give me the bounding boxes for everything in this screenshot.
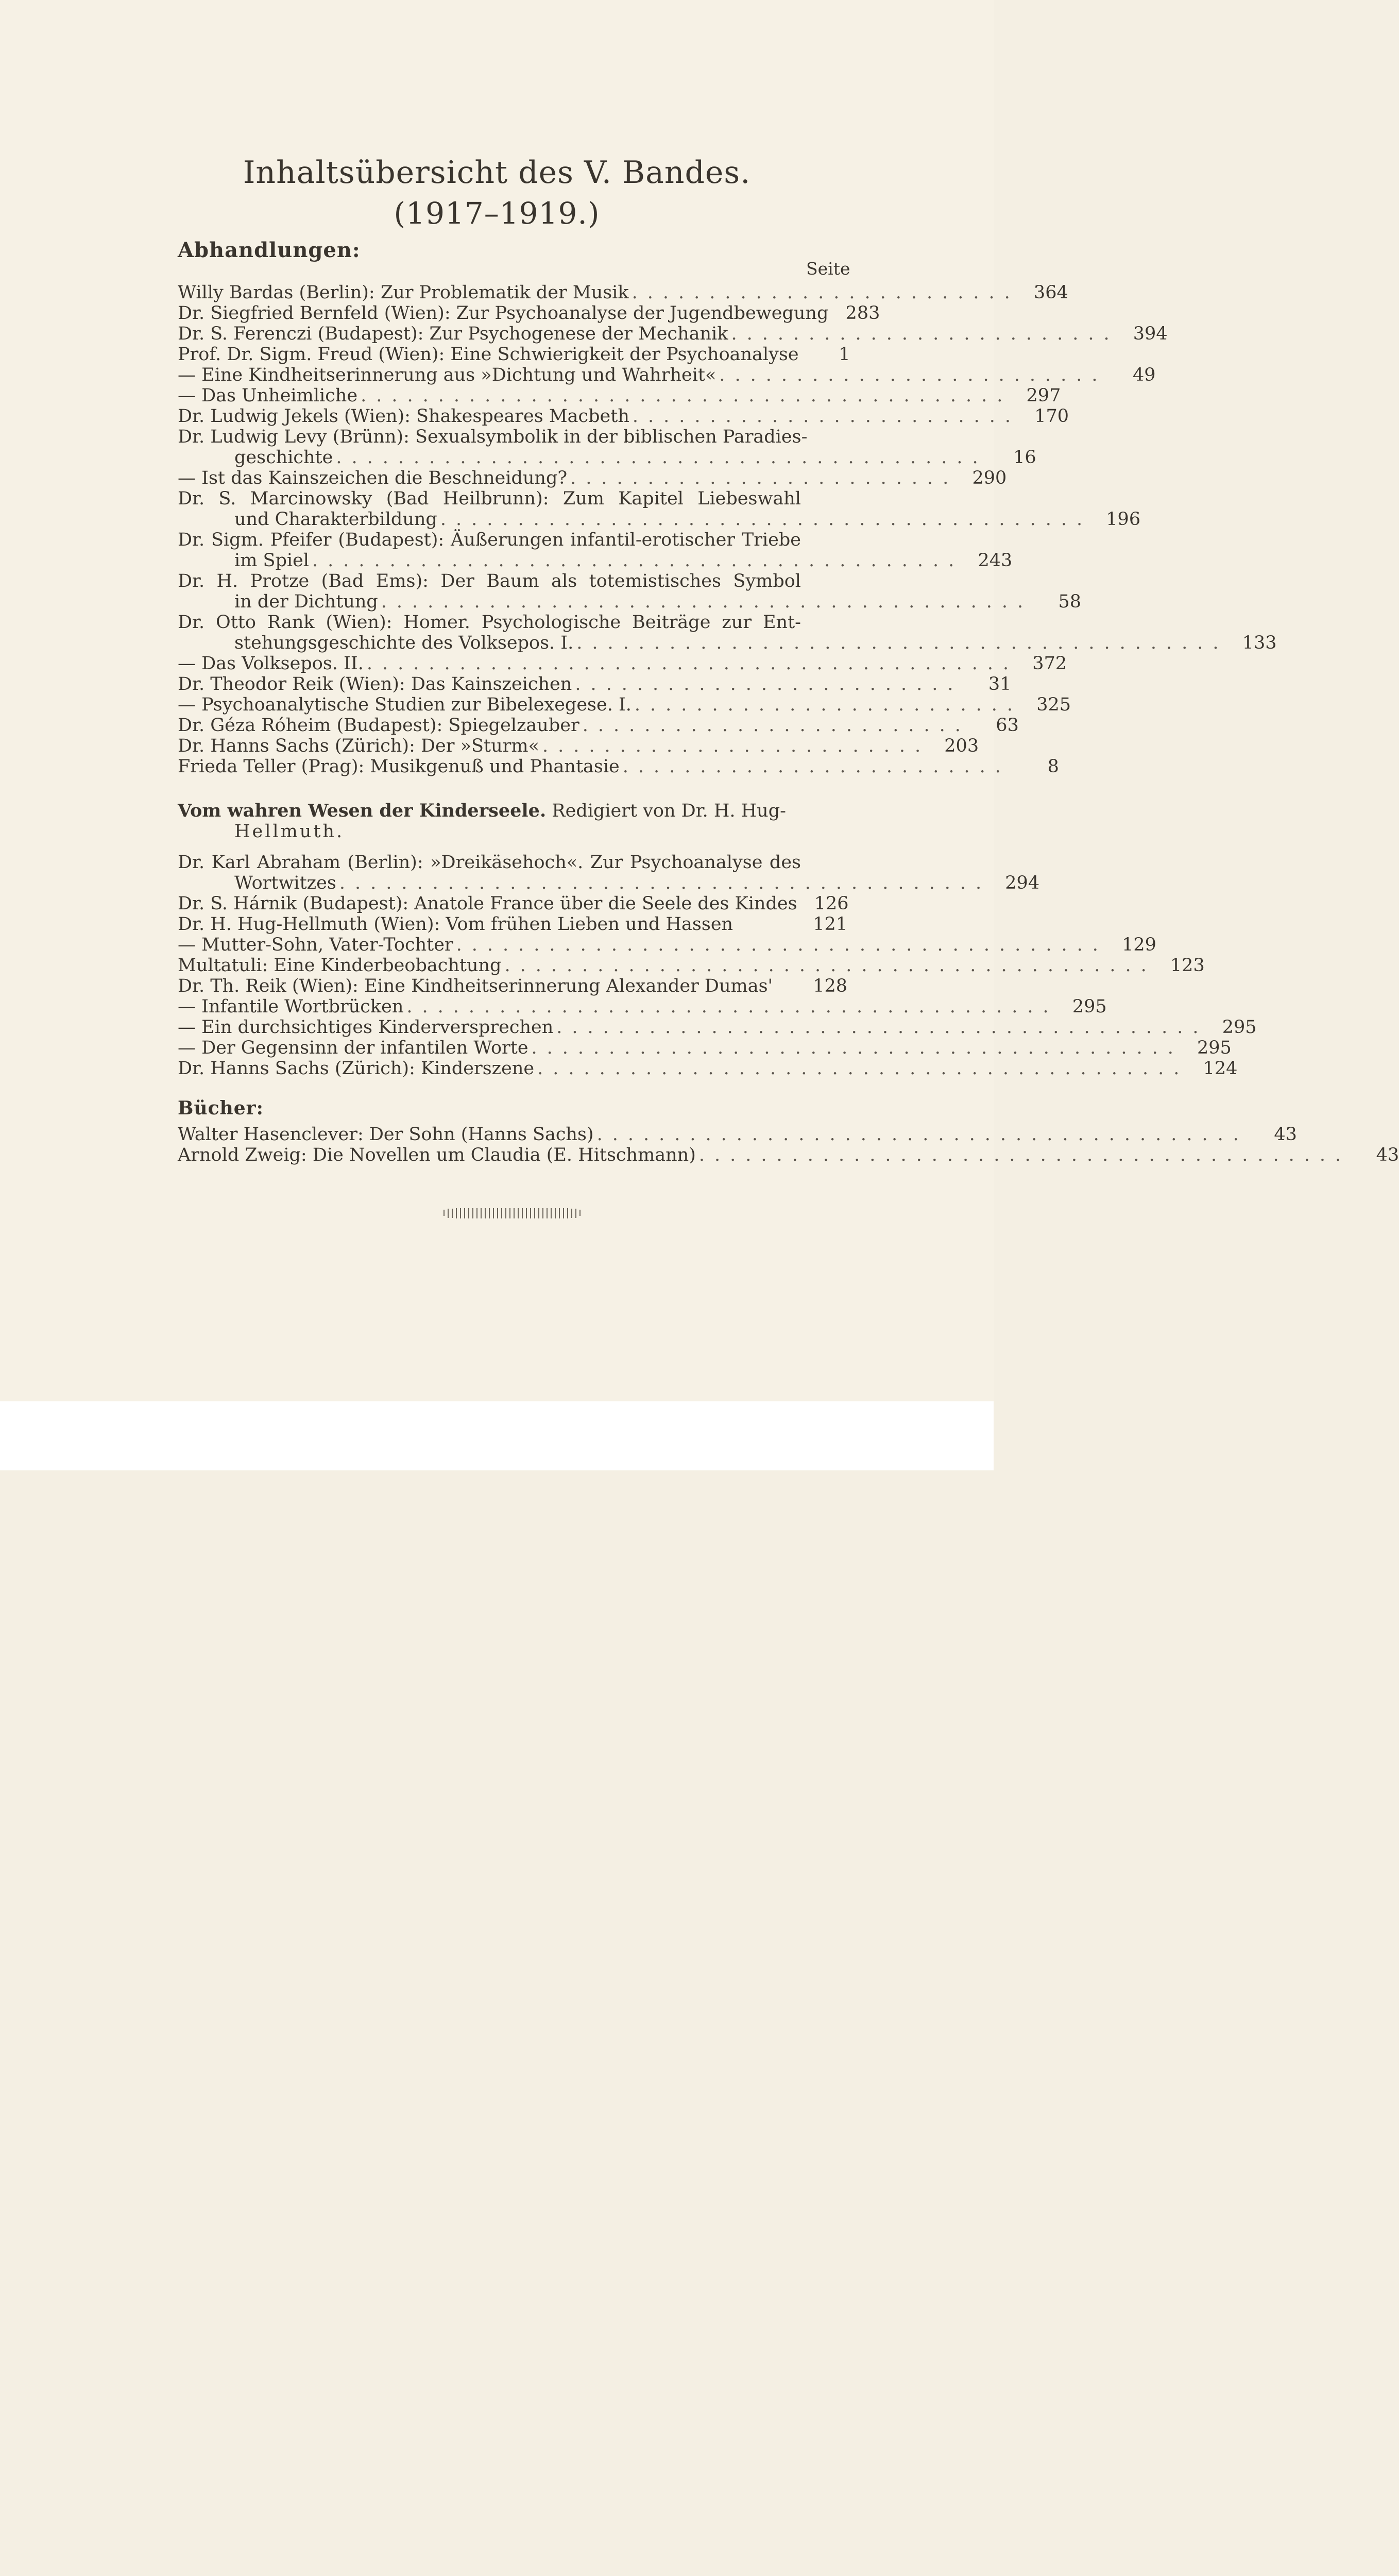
toc-list-kinderseele bbox=[178, 852, 1257, 1079]
toc-entry: — Ist das Kainszeichen die Beschneidung? ......................... 290 bbox=[178, 468, 1007, 488]
kinderseele-editor-cont: Hellmuth. bbox=[234, 821, 345, 842]
toc-entry: Dr. S. Marcinowsky (Bad Heilbrunn): Zum Kapitel Liebeswahl bbox=[178, 488, 801, 509]
toc-entry: Dr. Theodor Reik (Wien): Das Kainszeichen ......................... 31 bbox=[178, 674, 1012, 694]
toc-list-abhandlungen bbox=[178, 282, 1277, 777]
toc-entry: Dr. Karl Abraham (Berlin): »Dreikäsehoch«. Zur Psychoanalyse des bbox=[178, 852, 801, 873]
toc-entry: Prof. Dr. Sigm. Freud (Wien): Eine Schwierigkeit der Psychoanalyse 1 bbox=[178, 344, 850, 365]
toc-entry: Dr. H. Protze (Bad Ems): Der Baum als totemistisches Symbol bbox=[178, 571, 801, 591]
kinderseele-editor: Redigiert von Dr. H. Hug- bbox=[546, 801, 786, 821]
toc-entry: Dr. Géza Róheim (Budapest): Spiegelzauber ......................... 63 bbox=[178, 715, 1019, 736]
toc-entry: — Infantile Wortbrücken .......................................... 295 bbox=[178, 996, 1107, 1017]
toc-entry: Dr. S. Hárnik (Budapest): Anatole France über die Seele des Kindes 126 bbox=[178, 893, 849, 914]
toc-entry: Walter Hasenclever: Der Sohn (Hanns Sachs) .......................................... 43 bbox=[178, 1124, 1297, 1145]
toc-entry-continuation: im Spiel .......................................... 243 bbox=[234, 550, 1013, 571]
toc-list-buecher bbox=[178, 1124, 1399, 1165]
printer-ornament-icon bbox=[442, 1206, 582, 1221]
toc-entry: Frieda Teller (Prag): Musikgenuß und Phantasie ......................... 8 bbox=[178, 756, 1059, 777]
toc-entry-continuation: und Charakterbildung .......................................... 196 bbox=[234, 509, 1141, 530]
page-title: Inhaltsübersicht des V. Bandes. bbox=[243, 155, 751, 191]
toc-entry: Dr. Otto Rank (Wien): Homer. Psychologische Beiträge zur Ent- bbox=[178, 612, 801, 633]
toc-entry: Dr. Sigm. Pfeifer (Budapest): Äußerungen infantil-erotischer Triebe bbox=[178, 530, 801, 550]
toc-entry: — Das Volksepos. II. .......................................... 372 bbox=[178, 653, 1067, 674]
toc-entry: Arnold Zweig: Die Novellen um Claudia (E. Hitschmann) .......................................... 43 bbox=[178, 1145, 1399, 1165]
toc-entry: Dr. Hanns Sachs (Zürich): Kinderszene .......................................... 124 bbox=[178, 1058, 1238, 1079]
volume-years: (1917–1919.) bbox=[394, 196, 600, 231]
toc-entry-continuation: stehungsgeschichte des Volksepos. I. .......................................... 133 bbox=[234, 633, 1277, 653]
section-heading-buecher: Bücher: bbox=[178, 1097, 264, 1119]
toc-entry: — Eine Kindheitserinnerung aus »Dichtung und Wahrheit« ......................... 49 bbox=[178, 365, 1156, 385]
toc-entry: Dr. Siegfried Bernfeld (Wien): Zur Psychoanalyse der Jugendbewegung 283 bbox=[178, 303, 880, 324]
toc-entry: Dr. H. Hug-Hellmuth (Wien): Vom frühen Lieben und Hassen 121 bbox=[178, 914, 847, 935]
toc-entry: Willy Bardas (Berlin): Zur Problematik der Musik ......................... 364 bbox=[178, 282, 1068, 303]
toc-entry: Dr. Th. Reik (Wien): Eine Kindheitserinnerung Alexander Dumas' 128 bbox=[178, 976, 847, 996]
toc-entry-continuation: Wortwitzes .......................................... 294 bbox=[234, 873, 1040, 893]
section-heading-kinderseele bbox=[178, 801, 847, 842]
toc-entry-continuation: in der Dichtung .......................................... 58 bbox=[234, 591, 1082, 612]
toc-entry: Dr. S. Ferenczi (Budapest): Zur Psychogenese der Mechanik ......................... 394 bbox=[178, 324, 1168, 344]
toc-entry: Dr. Ludwig Jekels (Wien): Shakespeares Macbeth ......................... 170 bbox=[178, 406, 1069, 427]
footer-bar bbox=[0, 1401, 994, 1470]
toc-entry: — Der Gegensinn der infantilen Worte .......................................... 295 bbox=[178, 1038, 1232, 1058]
toc-entry: — Psychoanalytische Studien zur Bibelexegese. I. ......................... 325 bbox=[178, 694, 1071, 715]
toc-entry-continuation: geschichte .......................................... 16 bbox=[234, 447, 1036, 468]
section-heading-abhandlungen: Abhandlungen: bbox=[178, 238, 361, 262]
kinderseele-title: Vom wahren Wesen der Kinderseele. bbox=[178, 800, 547, 821]
toc-entry: — Das Unheimliche .......................................... 297 bbox=[178, 385, 1061, 406]
toc-entry: Dr. Ludwig Levy (Brünn): Sexualsymbolik in der biblischen Paradies- bbox=[178, 427, 808, 447]
toc-entry: Multatuli: Eine Kinderbeobachtung .......................................... 123 bbox=[178, 955, 1205, 976]
toc-entry: Dr. Hanns Sachs (Zürich): Der »Sturm« ......................... 203 bbox=[178, 736, 979, 756]
toc-entry: — Mutter-Sohn, Vater-Tochter .......................................... 129 bbox=[178, 935, 1156, 955]
page-column-heading: Seite bbox=[806, 259, 850, 279]
toc-entry: — Ein durchsichtiges Kinderversprechen .......................................... 295 bbox=[178, 1017, 1257, 1038]
